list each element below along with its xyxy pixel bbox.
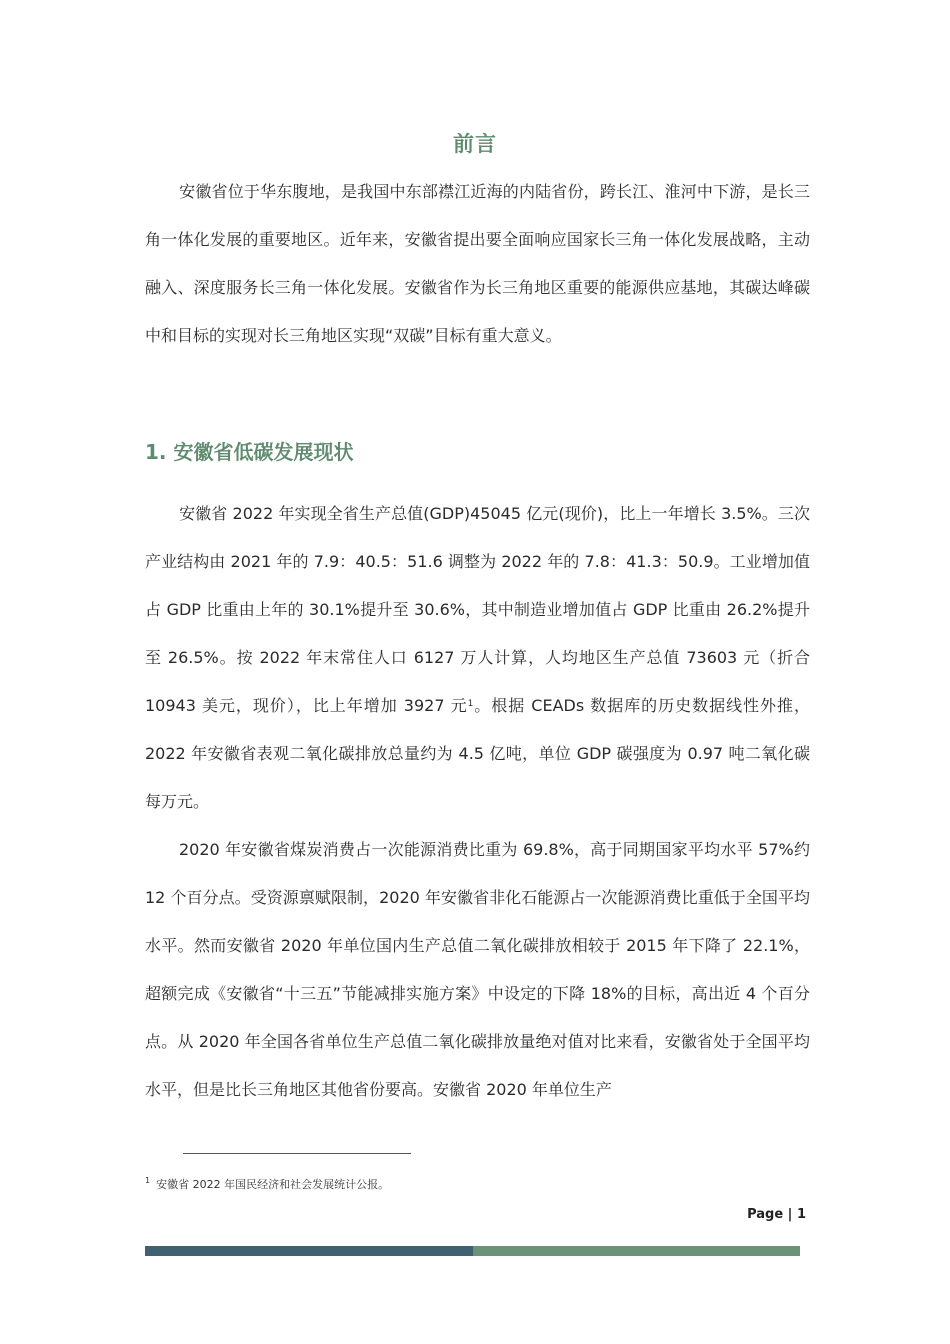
footnote-text: 安徽省 2022 年国民经济和社会发展统计公报。 bbox=[156, 1178, 390, 1191]
footnote-ref[interactable]: 1 bbox=[467, 699, 474, 709]
footnote-separator bbox=[183, 1153, 411, 1154]
para1-text-b: 。根据 CEADs 数据库的历史数据线性外推，2022 年安徽省表观二氧化碳排放总量约为 4.5 亿吨，单位 GDP 碳强度为 0.97 吨二氧化碳每万元。 bbox=[145, 696, 810, 811]
preface-title: 前言 bbox=[453, 132, 497, 156]
preface-paragraph bbox=[145, 168, 810, 360]
page-number: Page | 1 bbox=[747, 1207, 806, 1222]
para2-text: 2020 年安徽省煤炭消费占一次能源消费比重为 69.8%，高于同期国家平均水平 57%约 12 个百分点。受资源禀赋限制，2020 年安徽省非化石能源占一次能源消费比重低于全国平均水平。然而安徽省 2020 年单位国内生产总值二氧化碳排放相较于 2015 年下降了 22.1%，超额完成《安徽省“十三五”节能减排实施方案》中设定的下降 18%的目标，高出近 4 个百分点。从 2020 年全国各省单位生产总值二氧化碳排放量绝对值对比来看，安徽省处于全国平均水平，但是比长三角地区其他省份要高。安徽省 2020 年单位生产 bbox=[145, 840, 810, 1099]
footer-bar-right bbox=[473, 1246, 800, 1256]
footnote bbox=[145, 1176, 389, 1192]
footnote-number: 1 bbox=[145, 1176, 151, 1185]
section-paragraph-2 bbox=[145, 826, 810, 1114]
section-paragraph-1 bbox=[145, 490, 810, 826]
footer-bar-left bbox=[145, 1246, 473, 1256]
para1-text-a: 安徽省 2022 年实现全省生产总值(GDP)45045 亿元(现价)，比上一年增长 3.5%。三次产业结构由 2021 年的 7.9：40.5：51.6 调整为 2022 年的 7.8：41.3：50.9。工业增加值占 GDP 比重由上年的 30.1%提升至 30.6%，其中制造业增加值占 GDP 比重由 26.2%提升至 26.5%。按 2022 年末常住人口 6127 万人计算，人均地区生产总值 73603 元（折合 10943 美元，现价），比上年增加 3927 元 bbox=[145, 504, 810, 715]
preface-text: 安徽省位于华东腹地，是我国中东部襟江近海的内陆省份，跨长江、淮河中下游，是长三角一体化发展的重要地区。近年来，安徽省提出要全面响应国家长三角一体化发展战略，主动融入、深度服务长三角一体化发展。安徽省作为长三角地区重要的能源供应基地，其碳达峰碳中和目标的实现对长三角地区实现“双碳”目标有重大意义。 bbox=[145, 182, 810, 345]
section-heading: 1. 安徽省低碳发展现状 bbox=[145, 440, 354, 464]
